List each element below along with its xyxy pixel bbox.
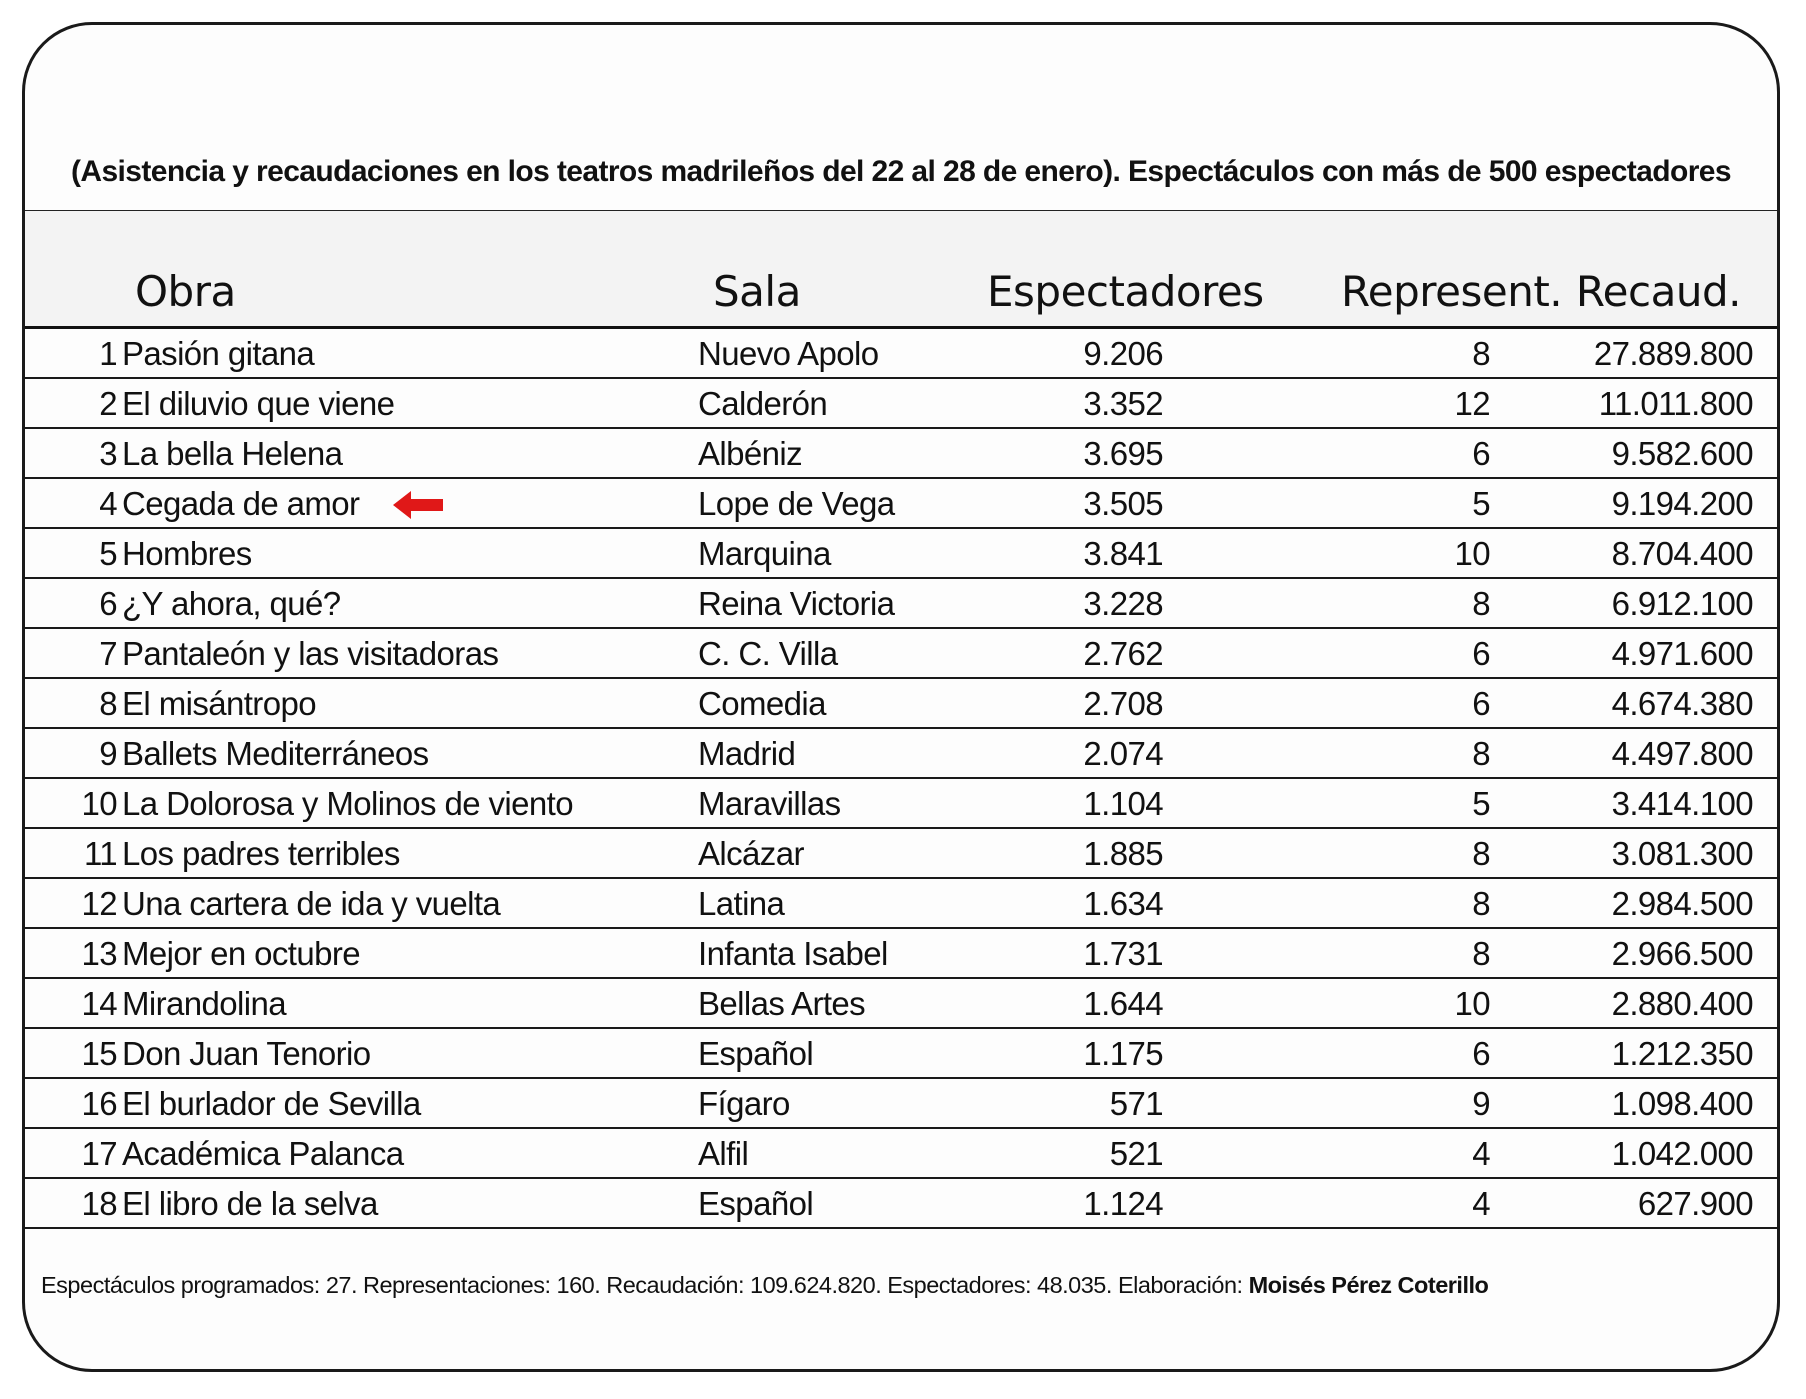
cell-rank: 6 xyxy=(99,585,117,622)
table-row xyxy=(25,979,1777,1029)
cell-sala: Infanta Isabel xyxy=(698,935,888,972)
cell-espectadores: 571 xyxy=(1109,1085,1163,1122)
table-row xyxy=(25,529,1777,579)
column-header-recaud: Recaud. xyxy=(1575,267,1741,316)
table-row xyxy=(25,779,1777,829)
cell-sala: Español xyxy=(698,1185,814,1222)
table-row xyxy=(25,479,1777,529)
cell-rank: 17 xyxy=(81,1135,117,1172)
table-frame xyxy=(22,22,1780,1372)
table-body xyxy=(25,329,1777,1229)
cell-espectadores: 1.885 xyxy=(1083,835,1163,872)
cell-obra: Hombres xyxy=(122,535,252,572)
table-footer xyxy=(41,1272,1757,1299)
table-row xyxy=(25,1079,1777,1129)
cell-rank: 8 xyxy=(99,685,117,722)
cell-recaud: 1.098.400 xyxy=(1611,1085,1753,1122)
cell-sala: Latina xyxy=(698,885,785,922)
cell-sala: Fígaro xyxy=(698,1085,790,1122)
cell-rank: 4 xyxy=(99,485,117,522)
table-row xyxy=(25,379,1777,429)
cell-rank: 13 xyxy=(81,935,117,972)
cell-recaud: 1.042.000 xyxy=(1611,1135,1753,1172)
table-header xyxy=(25,211,1777,329)
cell-espectadores: 2.762 xyxy=(1083,635,1163,672)
table-row xyxy=(25,1029,1777,1079)
cell-obra: Pasión gitana xyxy=(122,335,315,372)
table-row xyxy=(25,679,1777,729)
cell-represent: 8 xyxy=(1472,935,1490,972)
cell-sala: Calderón xyxy=(698,385,828,422)
cell-recaud: 2.984.500 xyxy=(1611,885,1753,922)
cell-sala: Marquina xyxy=(698,535,831,572)
cell-obra: La bella Helena xyxy=(122,435,343,472)
column-header-espectadores: Espectadores xyxy=(987,267,1264,316)
table-row xyxy=(25,579,1777,629)
cell-represent: 8 xyxy=(1472,335,1490,372)
cell-obra: Académica Palanca xyxy=(122,1135,404,1172)
cell-sala: Lope de Vega xyxy=(698,485,895,522)
cell-represent: 10 xyxy=(1454,985,1490,1022)
cell-represent: 12 xyxy=(1454,385,1490,422)
cell-obra: El misántropo xyxy=(122,685,316,722)
cell-recaud: 4.497.800 xyxy=(1611,735,1753,772)
cell-sala: C. C. Villa xyxy=(698,635,838,672)
cell-rank: 2 xyxy=(99,385,117,422)
cell-represent: 5 xyxy=(1472,485,1490,522)
cell-espectadores: 2.074 xyxy=(1083,735,1163,772)
cell-represent: 5 xyxy=(1472,785,1490,822)
cell-recaud: 627.900 xyxy=(1637,1185,1753,1222)
cell-espectadores: 1.124 xyxy=(1083,1185,1163,1222)
cell-espectadores: 1.634 xyxy=(1083,885,1163,922)
cell-rank: 10 xyxy=(81,785,117,822)
cell-rank: 16 xyxy=(81,1085,117,1122)
cell-obra: ¿Y ahora, qué? xyxy=(122,585,341,622)
cell-espectadores: 3.352 xyxy=(1083,385,1163,422)
cell-recaud: 4.674.380 xyxy=(1611,685,1753,722)
cell-recaud: 3.414.100 xyxy=(1611,785,1753,822)
column-header-obra: Obra xyxy=(135,267,236,316)
cell-recaud: 27.889.800 xyxy=(1593,335,1753,372)
cell-recaud: 2.966.500 xyxy=(1611,935,1753,972)
cell-rank: 9 xyxy=(99,735,117,772)
cell-sala: Alcázar xyxy=(698,835,804,872)
arrow-left-icon xyxy=(393,491,443,519)
table-row xyxy=(25,929,1777,979)
cell-recaud: 8.704.400 xyxy=(1611,535,1753,572)
cell-recaud: 6.912.100 xyxy=(1611,585,1753,622)
cell-espectadores: 3.505 xyxy=(1083,485,1163,522)
cell-represent: 6 xyxy=(1472,1035,1490,1072)
footer-summary: Espectáculos programados: 27. Representaciones: 160. Recaudación: 109.624.820. Espectadores: 48.035. Elaboración: xyxy=(41,1272,1249,1298)
table-subtitle: (Asistencia y recaudaciones en los teatros madrileños del 22 al 28 de enero). Espectáculos con más de 500 espectadores xyxy=(71,155,1731,188)
cell-recaud: 11.011.800 xyxy=(1598,385,1753,422)
table-row xyxy=(25,1179,1777,1229)
cell-represent: 8 xyxy=(1472,735,1490,772)
cell-obra: Mirandolina xyxy=(122,985,286,1022)
cell-represent: 8 xyxy=(1472,885,1490,922)
cell-obra: Los padres terribles xyxy=(122,835,400,872)
cell-obra: El libro de la selva xyxy=(122,1185,378,1222)
cell-obra: El diluvio que viene xyxy=(122,385,395,422)
table-row xyxy=(25,629,1777,679)
cell-obra: Una cartera de ida y vuelta xyxy=(122,885,501,922)
table-row xyxy=(25,1129,1777,1179)
cell-sala: Reina Victoria xyxy=(698,585,895,622)
cell-represent: 9 xyxy=(1472,1085,1490,1122)
cell-rank: 7 xyxy=(99,635,117,672)
cell-recaud: 1.212.350 xyxy=(1611,1035,1753,1072)
cell-espectadores: 1.731 xyxy=(1083,935,1163,972)
cell-obra: Pantaleón y las visitadoras xyxy=(122,635,499,672)
cell-sala: Albéniz xyxy=(698,435,803,472)
cell-represent: 4 xyxy=(1472,1135,1490,1172)
column-header-represent: Represent. xyxy=(1341,267,1563,316)
cell-sala: Bellas Artes xyxy=(698,985,866,1022)
cell-sala: Comedia xyxy=(698,685,826,722)
cell-rank: 1 xyxy=(99,335,117,372)
cell-rank: 18 xyxy=(81,1185,117,1222)
cell-rank: 15 xyxy=(81,1035,117,1072)
cell-sala: Nuevo Apolo xyxy=(698,335,879,372)
cell-recaud: 2.880.400 xyxy=(1611,985,1753,1022)
cell-rank: 3 xyxy=(99,435,117,472)
cell-represent: 8 xyxy=(1472,835,1490,872)
cell-obra: Cegada de amor xyxy=(122,485,360,522)
cell-rank: 12 xyxy=(81,885,117,922)
cell-represent: 8 xyxy=(1472,585,1490,622)
cell-espectadores: 2.708 xyxy=(1083,685,1163,722)
cell-sala: Alfil xyxy=(698,1135,749,1172)
cell-represent: 6 xyxy=(1472,435,1490,472)
cell-espectadores: 9.206 xyxy=(1083,335,1163,372)
cell-espectadores: 521 xyxy=(1109,1135,1163,1172)
cell-espectadores: 1.175 xyxy=(1083,1035,1163,1072)
footer-author: Moisés Pérez Coterillo xyxy=(1248,1272,1489,1298)
cell-obra: Ballets Mediterráneos xyxy=(122,735,429,772)
cell-rank: 14 xyxy=(81,985,117,1022)
cell-sala: Maravillas xyxy=(698,785,841,822)
cell-espectadores: 3.228 xyxy=(1083,585,1163,622)
cell-represent: 4 xyxy=(1472,1185,1490,1222)
table-row xyxy=(25,429,1777,479)
cell-espectadores: 3.695 xyxy=(1083,435,1163,472)
table-row xyxy=(25,829,1777,879)
cell-obra: El burlador de Sevilla xyxy=(122,1085,421,1122)
cell-sala: Español xyxy=(698,1035,814,1072)
cell-obra: Mejor en octubre xyxy=(122,935,361,972)
cell-rank: 11 xyxy=(83,835,117,872)
cell-espectadores: 3.841 xyxy=(1083,535,1163,572)
cell-espectadores: 1.104 xyxy=(1083,785,1163,822)
cell-rank: 5 xyxy=(99,535,117,572)
cell-recaud: 9.582.600 xyxy=(1611,435,1753,472)
table-row xyxy=(25,879,1777,929)
cell-represent: 6 xyxy=(1472,635,1490,672)
table-row xyxy=(25,729,1777,779)
cell-recaud: 4.971.600 xyxy=(1611,635,1753,672)
table-row xyxy=(25,329,1777,379)
cell-espectadores: 1.644 xyxy=(1083,985,1163,1022)
cell-recaud: 3.081.300 xyxy=(1611,835,1753,872)
cell-recaud: 9.194.200 xyxy=(1611,485,1753,522)
cell-obra: La Dolorosa y Molinos de viento xyxy=(122,785,573,822)
cell-represent: 10 xyxy=(1454,535,1490,572)
column-header-sala: Sala xyxy=(713,267,801,316)
cell-represent: 6 xyxy=(1472,685,1490,722)
cell-sala: Madrid xyxy=(698,735,796,772)
cell-obra: Don Juan Tenorio xyxy=(122,1035,371,1072)
